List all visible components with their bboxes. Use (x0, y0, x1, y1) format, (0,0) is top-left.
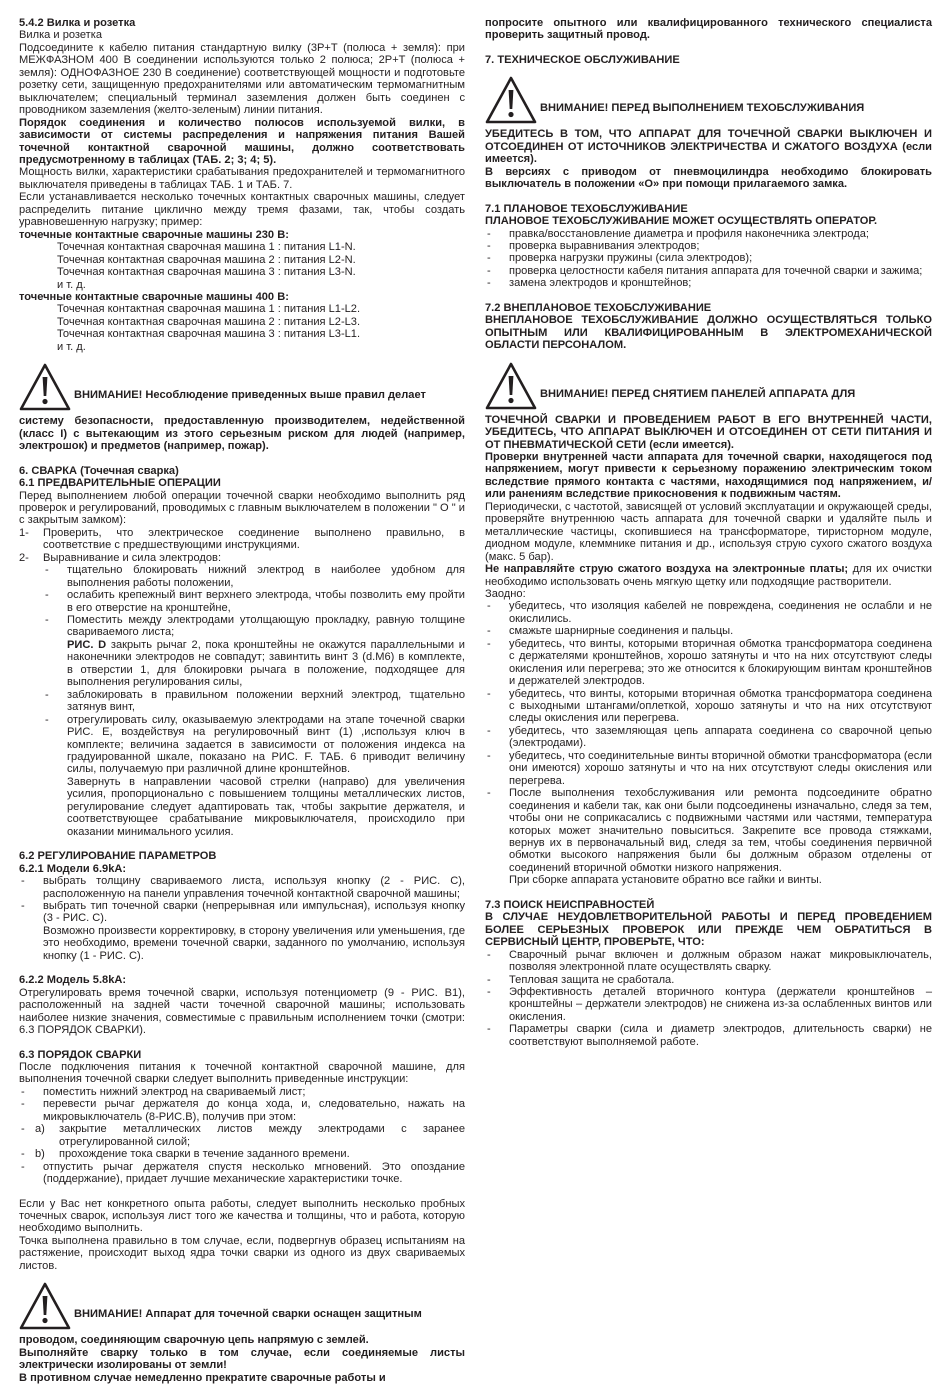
machine-400-line: и т. д. (57, 340, 86, 353)
paragraph: Мощность вилки, характеристики срабатывания предохранителей и термомагнитного выключателя приведены в таблицах ТАБ. 1 и ТАБ. 7. (19, 166, 465, 191)
dash-list (485, 228, 932, 290)
warning-text: проводом, соединяющим сварочную цепь напрямую с землей. (19, 1334, 369, 1347)
list-item: - выбрать толщину свариваемого листа, используя кнопку (2 - РИС. C), расположенную на панели управления точечной контактной сварочной машины; (19, 875, 465, 900)
warning-block (485, 362, 932, 414)
warning-text: УБЕДИТЕСЬ В ТОМ, ЧТО АППАРАТ ДЛЯ ТОЧЕЧНОЙ СВАРКИ ВЫКЛЮЧЕН И ОТСОЕДИНЕН ОТ ИСТОЧНИКОВ ЭЛЕКТРИЧЕСТВА И СЖАТОГО ВОЗДУХА (если имеется). (485, 128, 932, 166)
section-5-4-2-title: 5.4.2 Вилка и розетка (19, 17, 136, 29)
dash-list (19, 1086, 465, 1186)
list-item: - тщательно блокировать нижний электрод в наиболее удобном для выполнения работы положении, (43, 564, 465, 589)
warning-triangle-icon (19, 363, 71, 411)
machine-230-line: и т. д. (57, 278, 86, 291)
list-item: - проверка целостности кабеля питания аппарата для точечной сварки и зажима; (485, 265, 932, 277)
section-7-1-subtitle: ПЛАНОВОЕ ТЕХОБСЛУЖИВАНИЕ МОЖЕТ ОСУЩЕСТВЛЯТЬ ОПЕРАТОР. (485, 215, 878, 228)
warning-text: ВНИМАНИЕ! Несоблюдение приведенных выше правил делает (74, 389, 426, 402)
list-item: - ослабить крепежный винт верхнего электрода, чтобы позволить ему пройти в его отверстие на кронштейне, (43, 589, 465, 614)
section-5-4-2-subtitle: Вилка и розетка (19, 29, 103, 42)
section-7-2-title: 7.2 ВНЕПЛАНОВОЕ ТЕХОБСЛУЖИВАНИЕ (485, 301, 712, 314)
warning-block (19, 1282, 465, 1334)
machines-400-heading: точечные контактные сварочные машины 400 В: (19, 290, 289, 303)
section-6-2-2-title: 6.2.2 Модель 5.8kA: (19, 974, 127, 987)
paragraph: Подсоедините к кабелю питания стандартную вилку (3P+T (полюса + земля): при МЕЖФАЗНОМ 400 В соединении используются только 2 полюса; 2P+T (полюса + земля): ОДНОФАЗНОЕ 230 В соединение) соответствующей мощности и подготовьте розетку сети, защищенную предохранителями или автоматическим термомагнитным выключателем; специальный терминал заземления должен быть соединен с проводником заземления (желто-зеленым) линии питания. (19, 41, 465, 117)
list-item: - правка/восстановление диаметра и профиля наконечника электрода; (485, 228, 932, 240)
list-item: - После выполнения техобслуживания или ремонта подсоедините обратно соединения и кабели так, как они были подсоединены изначально, следя за тем, чтобы они не соприкасались с подвижными частями или частями, температура которых может значительно повыситься. Закрепите все провода стяжками, вернув их в первоначальный вид, следя за тем, чтобы соединения первичной обмотки высокого напряжения были бы должным образом отделены от соединений вторичной обмотки низкого напряжения. При сборке аппарата установите обратно все гайки и винты. (485, 787, 932, 887)
warning-text: ВНИМАНИЕ! ПЕРЕД ВЫПОЛНЕНИЕМ ТЕХОБСЛУЖИВАНИЯ (540, 102, 865, 115)
list-item: - убедитесь, что соединительные винты вторичной обмотки трансформатора (если они имеются) хорошо затянуты и что на них отсутствуют следы окисления или перегрева. (485, 750, 932, 787)
section-7-2-subtitle: ВНЕПЛАНОВОЕ ТЕХОБСЛУЖИВАНИЕ ДОЛЖНО ОСУЩЕСТВЛЯТЬСЯ ТОЛЬКО ОПЫТНЫМ ИЛИ КВАЛИФИЦИРОВАННЫМ В ЭЛЕКТРОМЕХАНИЧЕСКОЙ ОБЛАСТИ ПЕРСОНАЛОМ. (485, 314, 932, 352)
dash-list (19, 875, 465, 962)
section-6-2-title: 6.2 РЕГУЛИРОВАНИЕ ПАРАМЕТРОВ (19, 850, 217, 863)
list-item: - убедитесь, что изоляция кабелей не повреждена, соединения не ослабли и не окислились. (485, 600, 932, 625)
paragraph-bold: В версиях с приводом от пневмоцилиндра необходимо блокировать выключатель в положении «O» при помощи прилагаемого замка. (485, 165, 932, 191)
paragraph-bold: Порядок соединения и количество полюсов используемой вилки, в зависимости от системы распределения и напряжения питания Вашей точечной контактной сварочной машины, должно соответствовать предусмотренному в таблицах (ТАБ. 2; 3; 4; 5). (19, 116, 465, 166)
warning-block (19, 363, 465, 415)
section-6-1-title: 6.1 ПРЕДВАРИТЕЛЬНЫЕ ОПЕРАЦИИ (19, 477, 221, 490)
list-item: - убедитесь, что винты, которыми вторичная обмотка трансформатора соединена с выходными штангами/оплеткой, хорошо затянуты и что на них отсутствуют следы окисления или перегрева. (485, 688, 932, 725)
warning-triangle-icon (485, 76, 537, 124)
paragraph: Если устанавливается несколько точечных контактных сварочных машины, следует распределить питание циклично между тремя фазами, так, чтобы создать уравновешенную нагрузку; пример: (19, 191, 465, 229)
list-item: - проверка нагрузки пружины (сила электродов); (485, 252, 932, 264)
list-item: - поместить нижний электрод на свариваемый лист; (19, 1086, 465, 1098)
warning-text: ТОЧЕЧНОЙ СВАРКИ И ПРОВЕДЕНИЕМ РАБОТ В ЕГО ВНУТРЕННЕЙ ЧАСТИ, УБЕДИТЕСЬ, ЧТО АППАРАТ ВЫКЛЮЧЕН И ОТСОЕДИНЕН ОТ СЕТИ ПИТАНИЯ И ОТ ПНЕВМАТИЧЕСКОЙ СЕТИ (если имеется). (485, 413, 932, 451)
warning-text: ВНИМАНИЕ! ПЕРЕД СНЯТИЕМ ПАНЕЛЕЙ АППАРАТА ДЛЯ (540, 387, 856, 400)
paragraph-bold: Проверки внутренней части аппарата для точечной сварки, находящегося под напряжением, могут привести к серьезному поражению электрическим током вследствие прямого контакта с частями, находящимися под напряжением, и/или ранениям вследствие прикосновения к подвижным частям. (485, 450, 932, 501)
paragraph-bold: попросите опытного или квалифицированного технического специалиста проверить защитный провод. (485, 17, 932, 42)
section-7-3-subtitle: В СЛУЧАЕ НЕУДОВЛЕТВОРИТЕЛЬНОЙ РАБОТЫ И ПЕРЕД ПРОВЕДЕНИЕМ БОЛЕЕ СЕРЬЕЗНЫХ ПРОВЕРОК ИЛИ ПРЕЖДЕ ЧЕМ ОБРАТИТЬСЯ В СЕРВИСНЫЙ ЦЕНТР, ПРОВЕРЬТЕ, ЧТО: (485, 911, 932, 949)
section-6-3-title: 6.3 ПОРЯДОК СВАРКИ (19, 1048, 142, 1061)
machine-230-line: Точечная контактная сварочная машина 1 : питания L1-N. (57, 241, 356, 254)
dash-list (43, 564, 465, 838)
warning-text: систему безопасности, предоставленную производителем, недейственной (класс I) с вытекающим из этого серьезным риском для людей (например, электрошок) и предметов (например, пожар). (19, 415, 465, 453)
paragraph: Отрегулировать время точечной сварки, используя потенциометр (9 - РИС. B1), расположенный на задней части точечной сварочной машины; использовать наиболее низкие значения, совместимые с правильным исполнением точки (смотри: 6.3 ПОРЯДОК СВАРКИ). (19, 986, 465, 1037)
list-item: - b) прохождение тока сварки в течение заданного времени. (19, 1148, 465, 1160)
paragraph: После подключения питания к точечной контактной сварочной машине, для выполнения точечной сварки следует выполнить приведенные инструкции: (19, 1060, 465, 1086)
warning-text: Выполняйте сварку только в том случае, если соединяемые листы электрически изолированы от земли! (19, 1346, 465, 1372)
dash-list (485, 600, 932, 886)
list-item: - проверка выравнивания электродов; (485, 240, 932, 252)
paragraph: Заодно: (485, 587, 526, 600)
warning-text: В противном случае немедленно прекратите сварочные работы и (19, 1371, 386, 1384)
machine-400-line: Точечная контактная сварочная машина 3 : питания L3-L1. (57, 328, 361, 341)
warning-block (485, 76, 932, 128)
section-6-title: 6. СВАРКА (Точечная сварка) (19, 464, 179, 477)
list-item: - Сварочный рычаг включен и должным образом нажат микровыключатель, позволяя электронной плате осуществлять сварку. (485, 949, 932, 974)
paragraph: Если у Вас нет конкретного опыта работы, следует выполнить несколько пробных точечных сварок, используя лист того же качества и толщины, что и работа, которую необходимо выполнить. (19, 1197, 465, 1235)
list-item: - убедитесь, что винты, которыми вторичная обмотка трансформатора соединена с держателями кронштейнов, хорошо затянуты и что на них отсутствуют следы окисления или перегрева; это же относится к блокирующим винтам кронштейнов и держателей электродов. (485, 638, 932, 688)
list-item: - Поместить между электродами утолщающую прокладку, равную толщине свариваемого листа; РИС. D закрыть рычаг 2, пока кронштейны не окажутся параллельными и наконечники электродов не совпадут; завинтить винт 3 (d.M6) в комплекте, в отверстии 1, для блокировки рычага в положение, подходящее для выполнения регулирования силы, (43, 614, 465, 689)
list-item: - замена электродов и кронштейнов; (485, 277, 932, 289)
machine-230-line: Точечная контактная сварочная машина 2 : питания L2-N. (57, 253, 356, 266)
warning-text: ВНИМАНИЕ! Аппарат для точечной сварки оснащен защитным (74, 1308, 422, 1321)
machine-400-line: Точечная контактная сварочная машина 1 : питания L1-L2. (57, 303, 361, 316)
dash-list (485, 949, 932, 1049)
section-7-3-title: 7.3 ПОИСК НЕИСПРАВНОСТЕЙ (485, 898, 655, 911)
left-column (19, 17, 465, 1384)
list-item: - Параметры сварки (сила и диаметр электродов, длительность сварки) не соответствуют выполняемой работе. (485, 1023, 932, 1048)
lettered-list (19, 1123, 465, 1160)
list-item: - отрегулировать силу, оказываемую электродами на этапе точечной сварки РИС. E, воздействуя на регулировочный винт (1) ,используя ключ в комплекте; величина задается в зависимости от положения индекса на градуированной шкале, показано на РИС. F. ТАБ. 6 приводит величину силы, получаемую при различной длине кронштейнов. Завернуть в направлении часовой стрелки (направо) для увеличения усилия, пропорционально с повышением толщины металлических листов, регулирование следует адаптировать так, чтобы закрытие держателя, и соответствующее срабатывание микровыключателя, происходило при оказании минимального усилия. (43, 714, 465, 839)
paragraph: Перед выполнением любой операции точечной сварки необходимо выполнить ряд проверок и регулирований, проводимых с главным выключателем в положении " O " и с закрытым замком): (19, 489, 465, 527)
paragraph: Не направляйте струю сжатого воздуха на электронные платы; для их очистки необходимо использовать очень мягкую щетку или подходящие растворители. (485, 563, 932, 588)
list-item: - перевести рычаг держателя до конца хода, и, следовательно, нажать на микровыключатель (8-РИС.B), получив при этом: - a) закрытие металлических листов между электродами с заранее отрегулированной силой; - b) прохождение тока сварки в течение заданного времени. (19, 1098, 465, 1160)
section-7-1-title: 7.1 ПЛАНОВОЕ ТЕХОБСЛУЖИВАНИЕ (485, 202, 688, 215)
list-item: - отпустить рычаг держателя спустя несколько мгновений. Это опоздание (поддержание), придает лучшие механические характеристики точке. (19, 1161, 465, 1186)
paragraph: Периодически, с частотой, зависящей от условий эксплуатации и окружающей среды, проверяйте внутреннюю часть аппарата для точечной сварки и удаляйте пыль и металлические частицы, скопившиеся на трансформаторе, тиристорном модуле, диодном модуле, клеммнике питания и др., используя струю сухого сжатого воздуха (макс. 5 бар). (485, 500, 932, 563)
list-item: - выбрать тип точечной сварки (непрерывная или импульсная), используя кнопку (3 - РИС. C). Возможно произвести корректировку, в сторону увеличения или уменьшения, где это необходимо, времени точечной сварки, заданного по умолчанию, используя кнопку (1 - РИС. C). (19, 900, 465, 962)
list-item: 2- Выравнивание и сила электродов: - тщательно блокировать нижний электрод в наиболее удобном для выполнения работы положении, - ослабить крепежный винт верхнего электрода, чтобы позволить ему пройти в его отверстие на кронштейне, - Поместить между электродами утолщающую прокладку, равную толщине свариваемого листа; РИС. D закрыть рычаг 2, пока кронштейны не окажутся параллельными и наконечники электродов не совпадут; завинтить винт 3 (d.M6) в комплекте, в отверстии 1, для блокировки рычага в положение, подходящее для выполнения регулирования силы, - заблокировать в правильном положении верхний электрод, тщательно затянув винт, - отрегулировать силу, оказываемую электродами на этапе точечной сварки РИС. E, воздействуя на регулировочный винт (1) ,используя ключ в комплекте; величина задается в зависимости от положения индекса на градуированной шкале, показано на РИС. F. ТАБ. 6 приводит величину силы, получаемую при различной длине кронштейнов. Завернуть в направлении часовой стрелки (направо) для увеличения усилия, пропорционально с повышением толщины металлических листов, регулирование следует адаптировать так, чтобы закрытие держателя, и соответствующее срабатывание микровыключателя, происходило при оказании минимального усилия. (19, 552, 465, 838)
list-item: - Эффективность деталей вторичного контура (держатели кронштейнов – кронштейны – держатели электродов) не снижена из-за ослабленных винтов или окисления. (485, 986, 932, 1023)
list-item: - Тепловая защита не сработала. (485, 974, 932, 986)
list-item: 1- Проверить, что электрическое соединение выполнено правильно, в соответствие с предшествующими инструкциями. (19, 526, 465, 552)
machine-230-line: Точечная контактная сварочная машина 3 : питания L3-N. (57, 266, 356, 279)
numbered-list (19, 527, 465, 838)
list-item: - a) закрытие металлических листов между электродами с заранее отрегулированной силой; (19, 1123, 465, 1148)
machine-400-line: Точечная контактная сварочная машина 2 : питания L2-L3. (57, 315, 361, 328)
warning-triangle-icon (485, 362, 537, 410)
warning-triangle-icon (19, 1282, 71, 1330)
section-7-title: 7. ТЕХНИЧЕСКОЕ ОБСЛУЖИВАНИЕ (485, 53, 680, 66)
machines-230-heading: точечные контактные сварочные машины 230 В: (19, 228, 289, 241)
list-item: - убедитесь, что заземляющая цепь аппарата соединена со сварочной цепью (электродами). (485, 725, 932, 750)
right-column (485, 17, 932, 1048)
list-item: - смажьте шарнирные соединения и пальцы. (485, 625, 932, 637)
section-6-2-1-title: 6.2.1 Модели 6.9kA: (19, 862, 127, 875)
list-item: - заблокировать в правильном положении верхний электрод, тщательно затянув винт, (43, 689, 465, 714)
paragraph: Точка выполнена правильно в том случае, если, подвергнув образец испытаниям на растяжение, происходит выход ядра точки сварки из одного из двух свариваемых листов. (19, 1234, 465, 1272)
